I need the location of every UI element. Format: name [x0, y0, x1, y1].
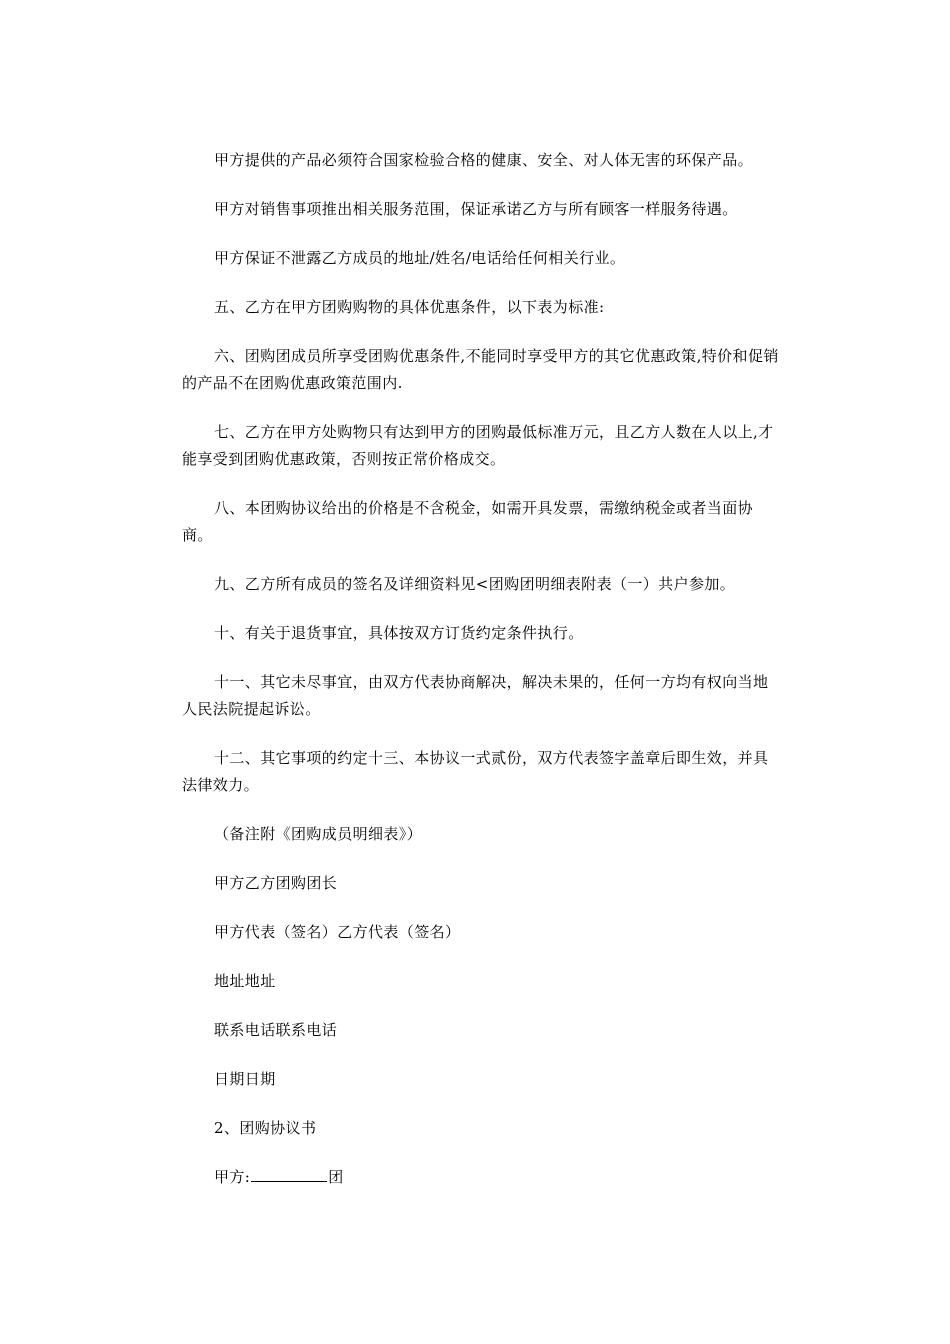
clause-7: 七、乙方在甲方处购物只有达到甲方的团购最低标准万元，且乙方人数在人以上,才能享受到团购优惠政策，否则按正常价格成交。: [182, 423, 774, 468]
clause-10: 十、有关于退货事宜，具体按双方订货约定条件执行。: [214, 624, 584, 642]
party-a-label: 甲方:: [214, 1168, 251, 1186]
clause-9: 九、乙方所有成员的签名及详细资料见<团购团明细表附表（一）共户参加。: [214, 575, 736, 593]
clause-5: 五、乙方在甲方团购购物的具体优惠条件，以下表为标准:: [214, 298, 605, 316]
section-heading-2: 2、团购协议书: [214, 1119, 317, 1137]
clause-8: 八、本团购协议给出的价格是不含税金，如需开具发票，需缴纳税金或者当面协商。: [182, 499, 754, 544]
signature-party-heading: 甲方乙方团购团长: [214, 874, 338, 892]
signature-address: 地址地址: [214, 972, 276, 990]
paragraph-service-promise: 甲方对销售事项推出相关服务范围，保证承诺乙方与所有顾客一样服务待遇。: [214, 200, 738, 218]
clause-6: 六、团购团成员所享受团购优惠条件,不能同时享受甲方的其它优惠政策,特价和促销的产品不在团购优惠政策范围内.: [182, 347, 779, 392]
remark-attachment: （备注附《团购成员明细表》）: [214, 825, 423, 843]
party-a-blank-field[interactable]: [251, 1167, 327, 1182]
clause-12: 十二、其它事项的约定十三、本协议一式贰份，双方代表签字盖章后即生效，并具法律效力。: [182, 749, 769, 794]
signature-representatives: 甲方代表（签名）乙方代表（签名）: [214, 923, 461, 941]
party-a-suffix: 团: [328, 1168, 344, 1186]
document-body: [182, 147, 782, 1213]
clause-11: 十一、其它未尽事宜，由双方代表协商解决，解决未果的，任何一方均有权向当地人民法院提起诉讼。: [182, 673, 769, 718]
paragraph-privacy: 甲方保证不泄露乙方成员的地址/姓名/电话给任何相关行业。: [214, 249, 626, 267]
paragraph-product-quality: 甲方提供的产品必须符合国家检验合格的健康、安全、对人体无害的环保产品。: [214, 151, 754, 169]
party-a-line: [182, 1164, 782, 1191]
signature-phone: 联系电话联系电话: [214, 1021, 338, 1039]
signature-date: 日期日期: [214, 1070, 276, 1088]
